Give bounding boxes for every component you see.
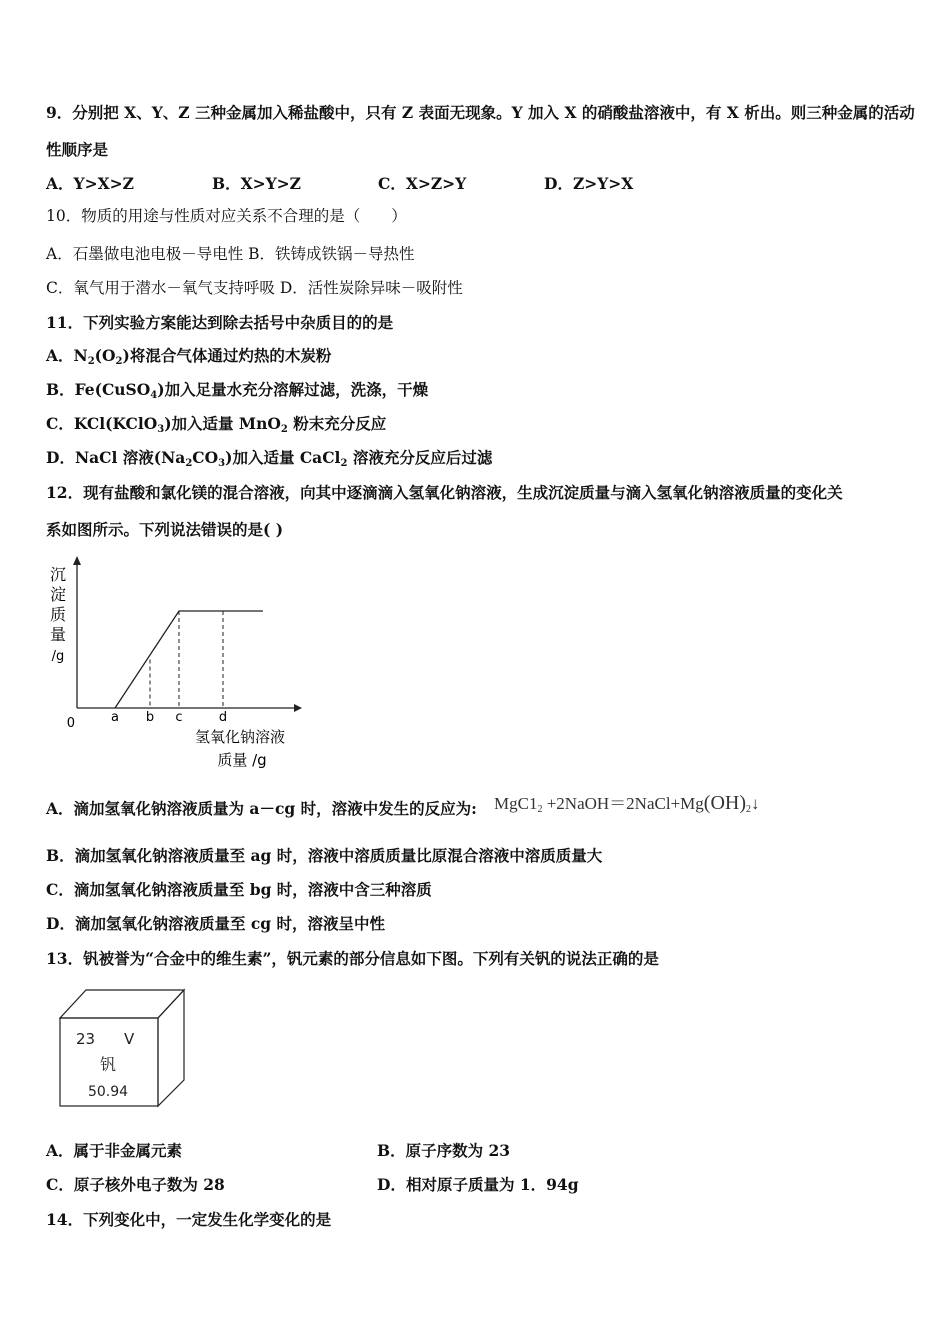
atomic-number: 23 [76, 1030, 96, 1048]
q12-stem-line1: 12．现有盐酸和氯化镁的混合溶液，向其中逐滴滴入氢氧化钠溶液，生成沉淀质量与滴入氢氧化钠溶液质量的变化关 [46, 483, 843, 502]
guide-lines [150, 611, 223, 708]
y-axis-arrow [73, 556, 81, 565]
q9-option-d: D．Z>Y>X [544, 174, 634, 193]
q10-options-cd [46, 278, 463, 298]
q9-stem-line1: 9．分别把 X、Y、Z 三种金属加入稀盐酸中，只有 Z 表面无现象。Y 加入 X 的硝酸盐溶液中，有 X 析出。则三种金属的活动 [46, 103, 915, 122]
x-tick-label-a: a [111, 710, 119, 725]
x-tick-label-c: c [175, 710, 183, 725]
vanadium-element-card [58, 988, 188, 1110]
q9-options [46, 174, 633, 194]
q10-option-c: C．氧气用于潜水－氧气支持呼吸 [46, 279, 275, 297]
q9-option-b: B．X>Y>Z [212, 174, 301, 193]
element-name: 钒 [99, 1055, 117, 1074]
q11-stem: 11．下列实验方案能达到除去括号中杂质目的的是 [46, 313, 394, 332]
x-tick-label-d: d [218, 710, 228, 725]
q10-options-ab [46, 244, 415, 264]
q12-option-a: A．滴加氢氧化钠溶液质量为 a－cg 时，溶液中发生的反应为: [46, 799, 477, 818]
q11-option-c: C．KCl(KClO$_3$)加入适量 MnO$_2$ 粉末充分反应 [46, 414, 387, 435]
card-top-face [60, 990, 184, 1018]
q11-option-b: B．Fe(CuSO$_4$)加入足量水充分溶解过滤，洗涤，干燥 [46, 380, 429, 401]
y-axis-label-char: 淀 [49, 585, 67, 604]
q13-option-b: B．原子序数为 23 [377, 1141, 511, 1160]
atomic-mass: 50.94 [87, 1084, 129, 1100]
x-tick-label-b: b [145, 710, 155, 725]
y-axis-label-char: 沉 [49, 565, 67, 584]
q12-option-c: C．滴加氢氧化钠溶液质量至 bg 时，溶液中含三种溶质 [46, 880, 432, 899]
series-line [115, 611, 263, 708]
q9-option-a: A．Y>X>Z [46, 174, 134, 193]
q11-option-a: A．$N_2(O_2)$将混合气体通过灼热的木炭粉 [46, 346, 332, 367]
origin-label: 0 [66, 716, 75, 731]
q13-stem: 13．钒被誉为“合金中的维生素”，钒元素的部分信息如下图。下列有关钒的说法正确的是 [46, 949, 659, 968]
x-axis-arrow [294, 704, 302, 712]
q12-option-d: D．滴加氢氧化钠溶液质量至 cg 时，溶液呈中性 [46, 914, 386, 933]
y-axis-label-char: /g [51, 649, 65, 664]
y-axis-label [50, 565, 66, 664]
q10-option-d: D．活性炭除异味－吸附性 [279, 279, 463, 297]
q13-option-d: D．相对原子质量为 1．94g [377, 1175, 579, 1194]
q10-option-a: A．石墨做电池电极－导电性 [46, 245, 244, 263]
y-axis-label-char: 质 [49, 605, 67, 624]
reaction-equation: $MgC1_2$ $+2NaOH=2NaCl+Mg(OH)_2↓$ [494, 792, 760, 815]
q12-stem-line2: 系如图所示。下列说法错误的是( ) [46, 520, 284, 539]
q13-option-c: C．原子核外电子数为 28 [46, 1175, 225, 1194]
element-symbol: V [124, 1030, 135, 1048]
q9-option-c: C．X>Z>Y [378, 174, 467, 193]
q13-options-cd [46, 1175, 579, 1195]
x-axis-label-line2: 质量 /g [217, 751, 267, 769]
q10-option-b: B．铁铸成铁锅－导热性 [248, 245, 415, 263]
q12-option-b: B．滴加氢氧化钠溶液质量至 ag 时，溶液中溶质质量比原混合溶液中溶质质量大 [46, 846, 603, 865]
q13-option-a: A．属于非金属元素 [46, 1141, 183, 1160]
q14-stem: 14．下列变化中，一定发生化学变化的是 [46, 1210, 332, 1229]
y-axis-label-char: 量 [49, 625, 67, 644]
q11-option-d: D．NaCl 溶液$(Na_2CO_3)$加入适量 CaCl$_2$ 溶液充分反应后过滤 [46, 448, 493, 469]
q9-stem-line2: 性顺序是 [46, 140, 109, 159]
x-axis-label-line1: 氢氧化钠溶液 [194, 728, 286, 746]
card-side-face [158, 990, 184, 1106]
x-tick-labels [111, 710, 227, 725]
q10-stem: 10．物质的用途与性质对应关系不合理的是（ ） [46, 207, 407, 225]
precipitate-chart [44, 553, 314, 773]
q13-options-ab [46, 1141, 510, 1161]
